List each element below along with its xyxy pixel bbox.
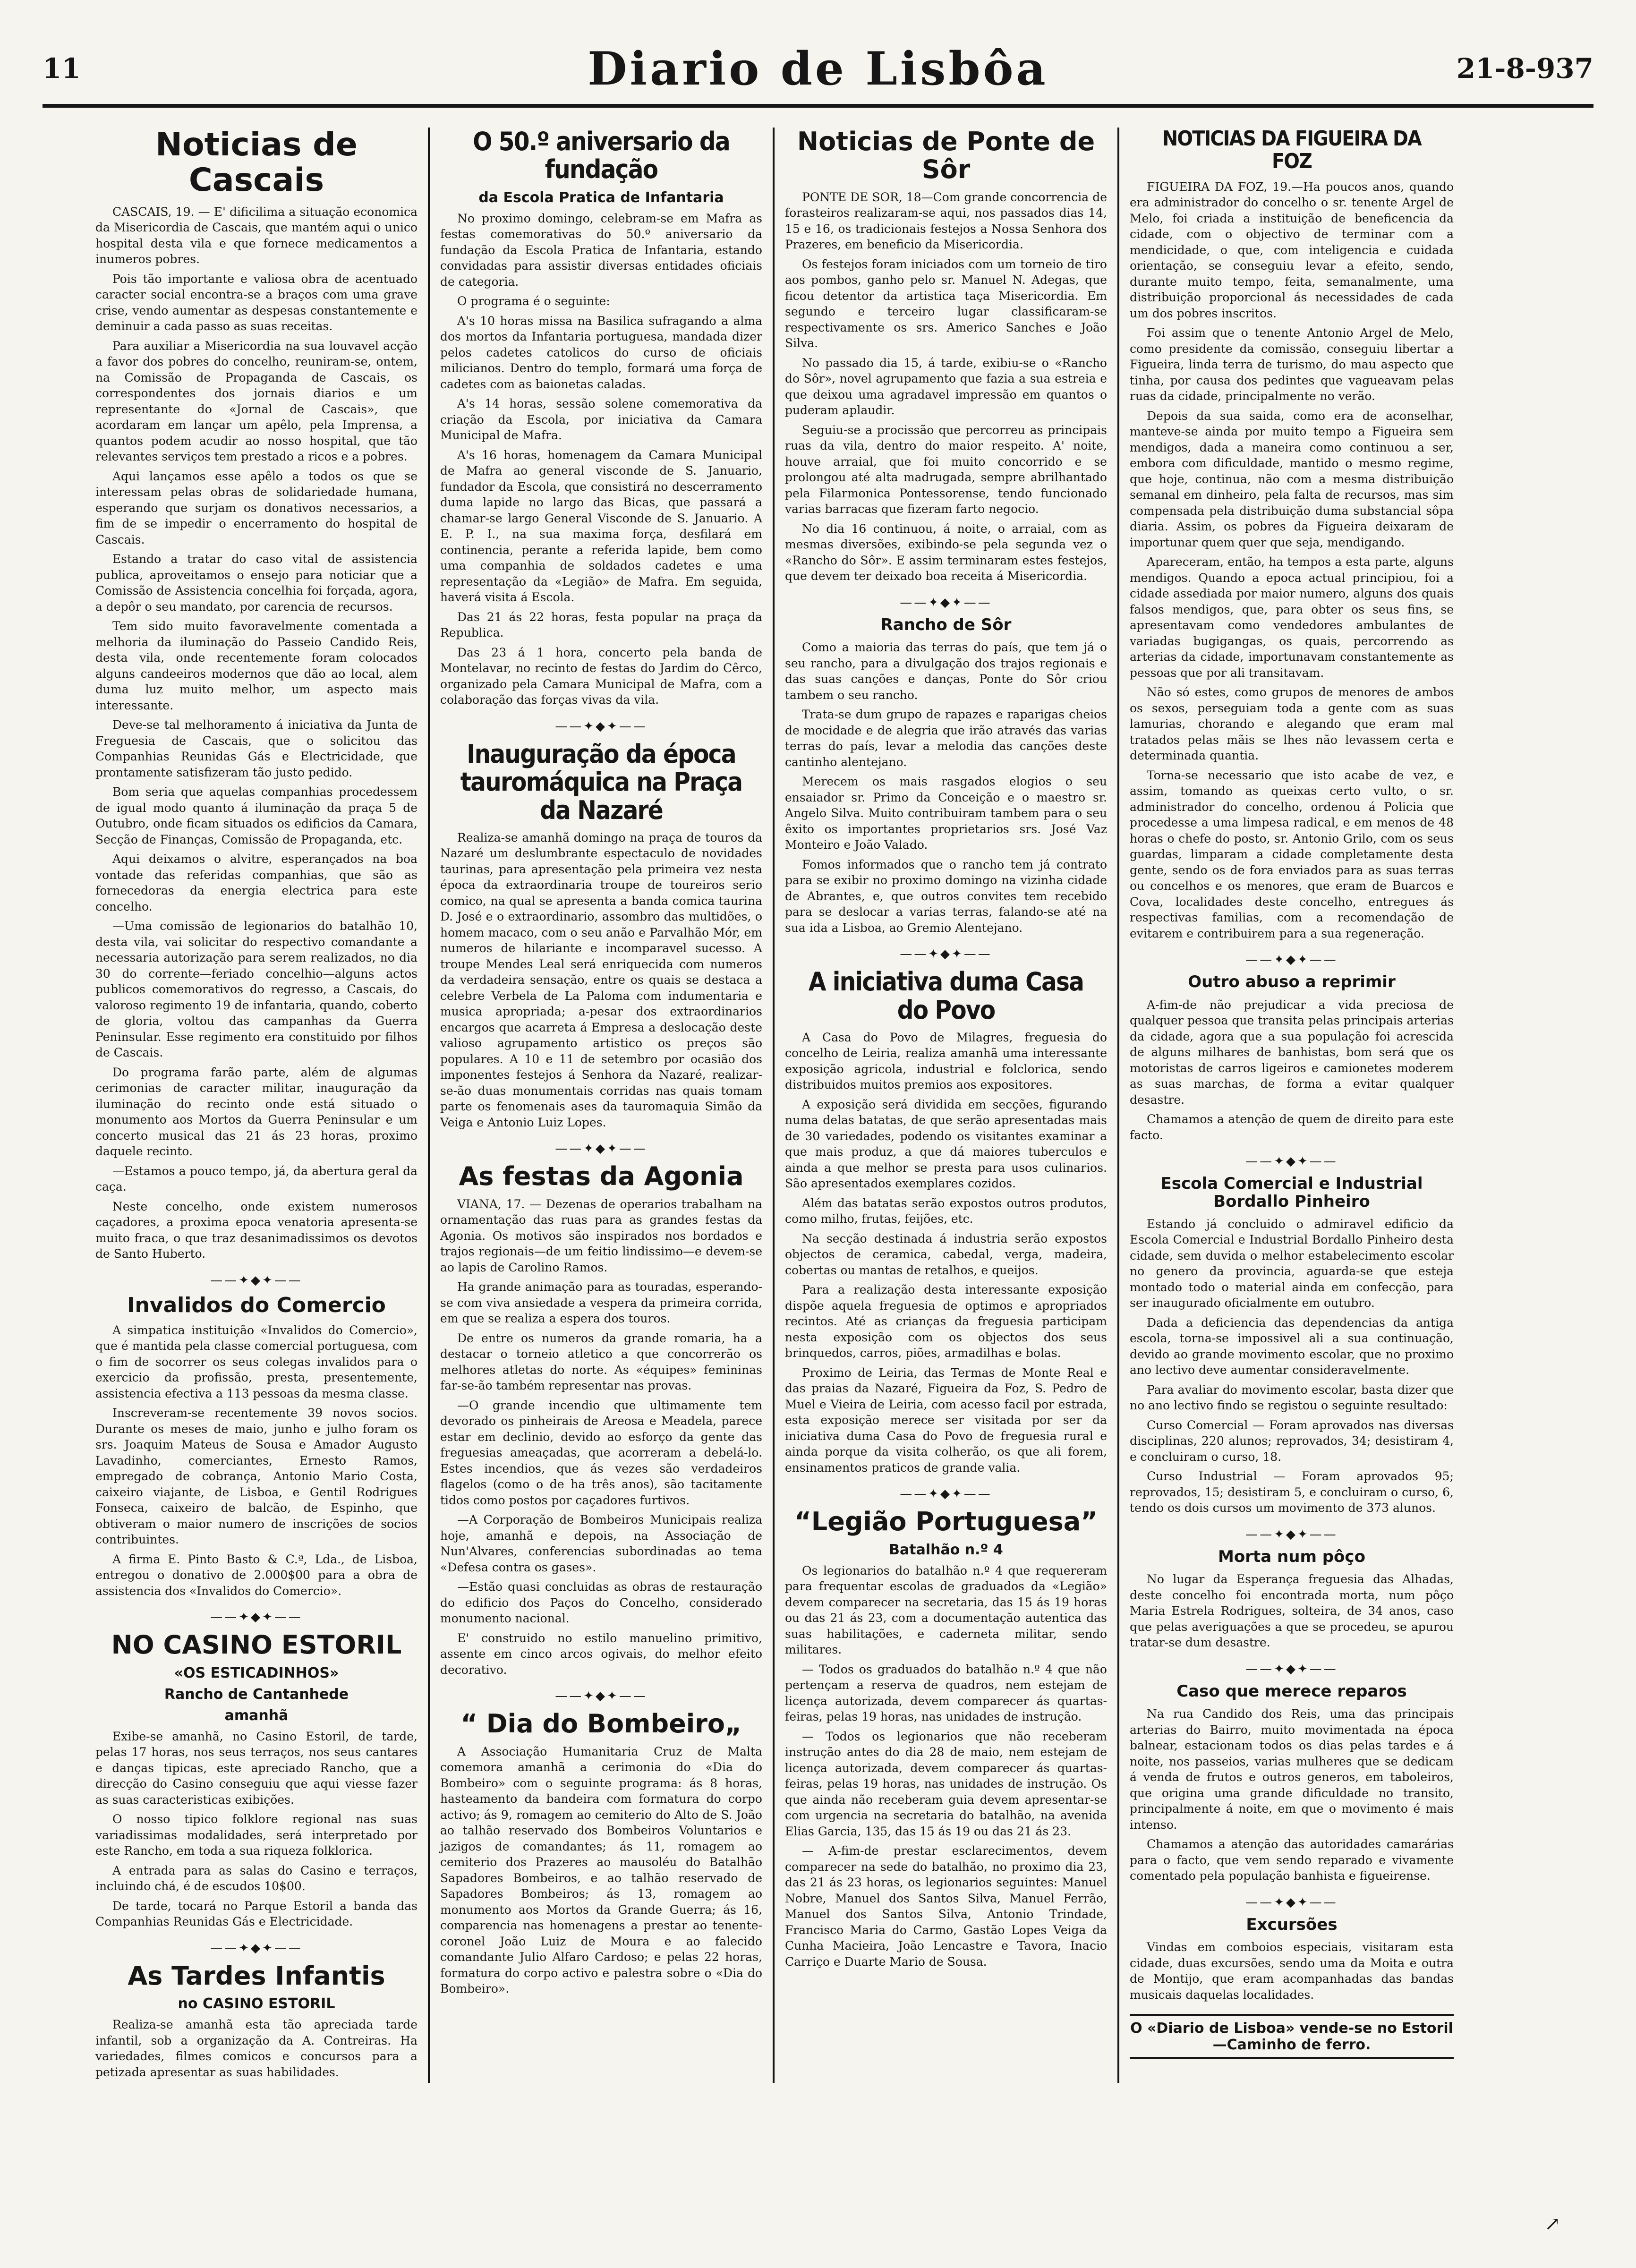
- subheadline: «OS ESTICADINHOS»: [174, 1664, 339, 1681]
- body-paragraph: Merecem os mais rasgados elogios o seu ensaiador sr. Primo da Conceição e o maestro sr. Angelo Silva. Muito contribuiram tambem para o seu êxito os importantes proprietarios srs. José Vaz Monteiro e João Valado.: [785, 775, 1107, 852]
- article: [1130, 1154, 1454, 1516]
- body-paragraph: Como a maioria das terras do país, que tem já o seu rancho, para a divulgação dos trajos regionais e das suas canções e danças, Ponte do Sôr criou tambem o seu rancho.: [785, 640, 1107, 702]
- headline: NO CASINO ESTORIL: [111, 1630, 402, 1660]
- body-paragraph: De entre os numeros da grande romaria, ha a destacar o torneio atletico a que concorrerão os melhores atletas do norte. As «équipes» femininas far-se-ão também representar nas provas.: [440, 1331, 762, 1393]
- ornament-divider: ——✦◆✦——: [1245, 1527, 1338, 1542]
- body-paragraph: Para auxiliar a Misericordia na sua louvavel acção a favor dos pobres do concelho, reuniram-se, ontem, na Comissão de Propaganda de Cascais, os correspondentes dos jornais diarios e um representante do «Jornal de Cascais», que acordaram em lançar um apêlo, pela Imprensa, a quantos podem acudir ao nosso hospital, que tão relevantes serviços tem prestado a ricos e a pobres.: [95, 339, 418, 464]
- headline: A iniciativa duma Casa do Povo: [808, 967, 1084, 1025]
- headline: “ Dia do Bombeiro„: [460, 1709, 742, 1739]
- body-paragraph: —A Corporação de Bombeiros Municipais realiza hoje, amanhã e depois, na Associação de Nun'Alvares, conferencias subordinadas ao tema «Defesa contra os gases».: [440, 1513, 762, 1574]
- headline: Caso que merece reparos: [1176, 1681, 1407, 1701]
- article: [785, 128, 1107, 584]
- body-paragraph: Os legionarios do batalhão n.º 4 que requereram para frequentar escolas de graduados da «Legião» devem comparecer na secretaria, das 15 ás 19 horas ou das 21 ás 23, com a documentação autentica das suas habilitações, e caderneta militar, sendo militares.: [785, 1563, 1107, 1657]
- body-paragraph: Dada a deficiencia das dependencias da antiga escola, torna-se impossivel ali a sua continuação, devido ao grande movimento escolar, que no proximo ano lectivo deve aumentar consideravelmente.: [1130, 1315, 1454, 1377]
- headline: As festas da Agonia: [459, 1161, 744, 1192]
- headline: Invalidos do Comercio: [127, 1293, 386, 1317]
- body-paragraph: Não só estes, como grupos de menores de ambos os sexos, perseguiam toda a gente com as suas lamurias, chorando e alegando que eram mal tratados pelas mãis se lhes não levassem certa e determinada quantia.: [1130, 685, 1454, 763]
- body-paragraph: Ha grande animação para as touradas, esperando-se com viva ansiedade a vespera da primeira corrida, em que se realiza a espera dos touros.: [440, 1280, 762, 1326]
- body-paragraph: Os festejos foram iniciados com um torneio de tiro aos pombos, ganho pelo sr. Manuel N. Adegas, que ficou detentor da artistica taça Misericordia. Em segundo e terceiro lugar classificaram-se respectivamente os srs. Americo Sanches e João Silva.: [785, 257, 1107, 350]
- ornament-divider: ——✦◆✦——: [1245, 953, 1338, 967]
- body-paragraph: Inscreveram-se recentemente 39 novos socios. Durante os meses de maio, junho e julho foram os srs. Joaquim Mateus de Sousa e Amador Augusto Lavadinho, comerciantes, Ernesto Ramos, empregado de cobrança, Antonio Mario Costa, caixeiro viajante, de Lisboa, e Gentil Rodrigues Fonseca, caixeiro de balcão, de Espinho, que obtiveram o maior numero de inscrições de socios contribuintes.: [95, 1406, 418, 1547]
- body-paragraph: A Casa do Povo de Milagres, freguesia do concelho de Leiria, realiza amanhã uma interessante exposição agricola, industrial e folclorica, sendo distribuidos muitos premios aos expositores.: [785, 1030, 1107, 1092]
- column-2: [430, 128, 775, 2083]
- body-paragraph: No passado dia 15, á tarde, exibiu-se o «Rancho do Sôr», novel agrupamento que fazia a sua estreia e que deixou uma agradavel impressão em quantos o puderam aplaudir.: [785, 356, 1107, 418]
- ornament-divider: ——✦◆✦——: [900, 595, 992, 610]
- article: [785, 596, 1107, 936]
- article: [95, 1610, 418, 1929]
- masthead: [43, 33, 1593, 108]
- body-paragraph: Foi assim que o tenente Antonio Argel de Melo, como presidente da comissão, conseguiu libertar a Figueira, linda terra de turismo, do mau aspecto que tinha, por causa dos pedintes que vagueavam pelas ruas da cidade, principalmente no verão.: [1130, 326, 1454, 403]
- article: [1130, 1527, 1454, 1651]
- body-paragraph: Torna-se necessario que isto acabe de vez, e assim, tomando as queixas certo vulto, o sr. administrador do concelho, ordenou á Policia que procedesse a uma limpesa radical, e em menos de 48 horas o chefe do posto, sr. Antonio Grilo, com os seus guardas, limparam a cidade completamente desta gente, sendo os de fora enviados para as suas terras ou concelhos e os menores, que eram de Buarcos e Cova, localidades deste concelho, entregues ás respectivas familias, com a recomendação de evitarem e contribuirem para a sua regeneração.: [1130, 768, 1454, 940]
- body-paragraph: —Estamos a pouco tempo, já, da abertura geral da caça.: [95, 1164, 418, 1194]
- article: [440, 128, 762, 708]
- headline: Outro abuso a reprimir: [1188, 972, 1396, 992]
- body-paragraph: Pois tão importante e valiosa obra de acentuado caracter social encontra-se a braços com uma grave crise, vendo aumentar as despesas constantemente e deminuir a cada passo as suas receitas.: [95, 272, 418, 333]
- issue-date: 21-8-937: [1456, 52, 1593, 85]
- article: [1130, 128, 1454, 941]
- headline: Escola Comercial e Industrial Bordallo Pinheiro: [1160, 1174, 1423, 1211]
- body-paragraph: VIANA, 17. — Dezenas de operarios trabalham na ornamentação das ruas para as grandes festas da Agonia. Os motivos são inspirados nos bordados e trajos regionais—de um feitio lindissimo—e devem-se ao lapis de Carolino Ramos.: [440, 1197, 762, 1274]
- column-4: [1119, 128, 1464, 2083]
- column-1: [85, 128, 430, 2083]
- headline: Excursões: [1246, 1915, 1338, 1934]
- page-number: 11: [43, 52, 81, 85]
- headline: Rancho de Sôr: [880, 615, 1012, 634]
- article: [1130, 953, 1454, 1143]
- body-paragraph: Proximo de Leiria, das Termas de Monte Real e das praias da Nazaré, Figueira da Foz, S. Pedro de Muel e Vieira de Leiria, com acesso facil por estrada, esta exposição merece ser visitada por ser da iniciativa duma Casa do Povo de freguesia rural e ainda porque da visita colherão, os que ali forem, ensinamentos praticos de grande valia.: [785, 1365, 1107, 1475]
- body-paragraph: —O grande incendio que ultimamente tem devorado os pinheirais de Areosa e Meadela, parece estar em declinio, devido ao esforço da gente das freguesias ameaçadas, que acorreram a debelá-lo. Estes incendios, que ás vezes são verdadeiros flagelos (como o de ha três anos), são tacitamente tidos como postos por caçadores furtivos.: [440, 1398, 762, 1507]
- body-paragraph: Na secção destinada á industria serão expostos objectos de ceramica, cabedal, verga, madeira, cobertas ou mantas de retalhos, e queijos.: [785, 1231, 1107, 1277]
- body-paragraph: Curso Industrial — Foram aprovados 95; reprovados, 15; desistiram 5, e concluiram o curso, 6, tendo os dois cursos um movimento de 373 alunos.: [1130, 1469, 1454, 1515]
- headline: O 50.º aniversario da fundação: [473, 128, 730, 185]
- article: [785, 1487, 1107, 1970]
- body-paragraph: A simpatica instituição «Invalidos do Comercio», que é mantida pela classe comercial portuguesa, com o fim de socorrer os seus colegas invalidos para o exercicio da profissão, presta, presentemente, assistencia efectiva a 113 pessoas da mesma classe.: [95, 1323, 418, 1400]
- body-paragraph: Estando a tratar do caso vital de assistencia publica, aproveitamos o ensejo para noticiar que a Comissão de Assistencia concelhia foi forçada, agora, a depôr o seu mandato, por carencia de recursos.: [95, 552, 418, 614]
- article: [95, 128, 418, 1262]
- ornament-divider: ——✦◆✦——: [210, 1273, 303, 1287]
- ornament-divider: ——✦◆✦——: [555, 719, 648, 733]
- ornament-divider: ——✦◆✦——: [210, 1941, 303, 1955]
- body-paragraph: A's 10 horas missa na Basilica sufragando a alma dos mortos da Infantaria portuguesa, mandada dizer pelos cadetes catolicos do curso de oficiais milicianos. Dentro do templo, formará uma força de cadetes com as baionetas caladas.: [440, 314, 762, 391]
- article: [785, 947, 1107, 1475]
- paper-title: Diario de Lisbôa: [588, 42, 1048, 95]
- columns: [85, 128, 1464, 2083]
- body-paragraph: — A-fim-de prestar esclarecimentos, devem comparecer na sede do batalhão, no proximo dia 23, das 21 ás 23 horas, os legionarios seguintes: Manuel Nobre, Manuel dos Santos Silva, Manuel Ferrão, Manuel dos Santos Silva, Antonio Trindade, Francisco Maria do Carmo, Gastão Lopes Veiga da Cunha Macieira, João Lencastre e Tavora, Inacio Carriço e Duarte Mario de Sousa.: [785, 1844, 1107, 1969]
- body-paragraph: —Uma comissão de legionarios do batalhão 10, desta vila, vai solicitar do respectivo comandante a necessaria autorização para serem realizados, no dia 30 do corrente—feriado concelhio—alguns actos publicos comemorativos do regresso, a Cascais, do valoroso regimento 19 de infantaria, quando, coberto de gloria, voltou das campanhas da Guerra Peninsular. Esse regimento era constituido por filhos de Cascais.: [95, 919, 418, 1060]
- body-paragraph: Trata-se dum grupo de rapazes e raparigas cheios de mocidade e de alegria que irão através das varias terras do país, levar a melodia das canções deste cantinho alentejano.: [785, 708, 1107, 769]
- ornament-divider: ——✦◆✦——: [1245, 1895, 1338, 1910]
- body-paragraph: A-fim-de não prejudicar a vida preciosa de qualquer pessoa que transita pelas principais arterias da cidade, agora que a sua população foi acrescida de alguns milhares de banhistas, bom será que os motoristas de carros ligeiros e camionetes moderem as suas marchas, de forma a evitar qualquer desastre.: [1130, 998, 1454, 1107]
- body-paragraph: A's 14 horas, sessão solene comemorativa da criação da Escola, por iniciativa da Camara Municipal de Mafra.: [440, 397, 762, 443]
- headline: Morta num pôço: [1218, 1547, 1365, 1566]
- article: [95, 1941, 418, 2080]
- body-paragraph: Depois da sua saida, como era de aconselhar, manteve-se ainda por muito tempo a Figueira sem mendigos, dada a maneira como continuou a ser, embora com dificuldade, mantido o mesmo regime, que hoje, continua, não com a mesma distribuição semanal em dinheiro, pela falta de recursos, mas sim compensada pela distribuição duma substancial sôpa diaria. Assim, os pobres da Figueira deixaram de importunar quem quer que seja, mendigando.: [1130, 409, 1454, 549]
- body-paragraph: Fomos informados que o rancho tem já contrato para se exibir no proximo domingo na vizinha cidade de Abrantes, e, que outros convites tem recebido para se deslocar a varias terras, falando-se até na sua ida a Lisboa, ao Gremio Alentejano.: [785, 857, 1107, 935]
- body-paragraph: A firma E. Pinto Basto & C.ª, Lda., de Lisboa, entregou o donativo de 2.000$00 para a obra de assistencia dos «Invalidos do Comercio».: [95, 1552, 418, 1598]
- body-paragraph: O programa é o seguinte:: [457, 294, 610, 308]
- body-paragraph: Apareceram, então, ha tempos a esta parte, alguns mendigos. Quando a epoca actual principiou, foi a cidade assediada por maior numero, alguns dos quais falsos mendigos, que, para obter os seus fins, se apresentavam como vendedores ambulantes de variadas bugigangas, os quais, percorrendo as arterias da cidade, importunavam constantemente as pessoas que por ali transitavam.: [1130, 555, 1454, 680]
- body-paragraph: Além das batatas serão expostos outros produtos, como milho, frutas, feijões, etc.: [785, 1196, 1107, 1226]
- body-paragraph: De tarde, tocará no Parque Estoril a banda das Companhias Reunidas Gás e Electricidade.: [95, 1899, 418, 1929]
- subheadline: da Escola Pratica de Infantaria: [478, 189, 724, 206]
- body-paragraph: CASCAIS, 19. — E' dificilima a situação economica da Misericordia de Cascais, que mantém aqui o unico hospital desta vila e que fornece medicamentos a inumeros pobres.: [95, 205, 418, 266]
- body-paragraph: No dia 16 continuou, á noite, o arraial, com as mesmas diversões, exibindo-se pela segunda vez o «Rancho do Sôr». E assim terminaram estes festejos, que devem ter deixado boa receita á Misericordia.: [785, 521, 1107, 583]
- body-paragraph: Para avaliar do movimento escolar, basta dizer que no ano lectivo findo se registou o seguinte resultado:: [1130, 1382, 1454, 1413]
- body-paragraph: — Todos os graduados do batalhão n.º 4 que não pertençam a reserva de quadros, nem estejam de licença autorizada, devem comparecer ás quartas-feiras, pelas 19 horas, nas unidades de instrução.: [785, 1662, 1107, 1724]
- body-paragraph: A's 16 horas, homenagem da Camara Municipal de Mafra ao general visconde de S. Januario, fundador da Escola, que consistirá no descerramento duma lapide no largo das Bicas, que passará a chamar-se largo General Visconde de S. Januario. A E. P. I., na sua maxima força, desfilará em continencia, perante a referida lapide, bem como uma companhia de soldados cadetes e uma representação da «Legião» de Mafra. Em seguida, haverá visita á Escola.: [440, 448, 762, 605]
- body-paragraph: Deve-se tal melhoramento á iniciativa da Junta de Freguesia de Cascais, que o solicitou das Companhias Reunidas Gás e Electricidade, que prontamente satisfizeram tão justo pedido.: [95, 718, 418, 779]
- subheadline: amanhã: [224, 1707, 289, 1724]
- body-paragraph: Aqui lançamos esse apêlo a todos os que se interessam pelas obras de solidariedade humana, esperando que surjam os donativos necessarios, a fim de se impedir o encerramento do hospital de Cascais.: [95, 469, 418, 546]
- body-paragraph: Vindas em comboios especiais, visitaram esta cidade, duas excursões, sendo uma da Moita e outra de Montijo, que eram acompanhadas das bandas musicais daquelas localidades.: [1130, 1940, 1454, 2002]
- headline: “Legião Portuguesa”: [794, 1507, 1098, 1537]
- body-paragraph: Realiza-se amanhã esta tão apreciada tarde infantil, sob a organização da A. Contreiras. Ha variedades, filmes comicos e concursos para a petizada apresentar as suas habilidades.: [95, 2018, 418, 2079]
- ornament-divider: ——✦◆✦——: [900, 947, 992, 962]
- article: [440, 1689, 762, 1996]
- footer-mark: ↗: [1544, 2213, 1560, 2235]
- body-paragraph: O nosso tipico folklore regional nas suas variadissimas modalidades, será interpretado por este Rancho, em toda a sua riqueza folklorica.: [95, 1812, 418, 1858]
- body-paragraph: A exposição será dividida em secções, figurando numa delas batatas, de que serão apresentadas mais de 30 variedades, podendo os visitantes examinar a que mais produz, a que dá maiores tuberculos e ainda a que melhor se presta para usos culinarios. São apresentados exemplares cozidos.: [785, 1097, 1107, 1191]
- body-paragraph: FIGUEIRA DA FOZ, 19.—Ha poucos anos, quando era administrador do concelho o sr. tenente Argel de Melo, foi criada a instituição de beneficencia da cidade, com o objectivo de terminar com a mendicidade, o que, com inteligencia e cuidada orientação, se conseguiu levar a efeito, sendo, durante muito tempo, feita, semanalmente, uma distribuição proporcional ás necessidades de cada um dos pobres inscritos.: [1130, 179, 1454, 320]
- body-paragraph: Das 21 ás 22 horas, festa popular na praça da Republica.: [440, 610, 762, 640]
- article: [1130, 1895, 1454, 2003]
- body-paragraph: No lugar da Esperança freguesia das Alhadas, deste concelho foi encontrada morta, num pôço Maria Estrela Rodrigues, solteira, de 34 anos, caso que pelas averiguações a que se procedeu, se apurou tratar-se dum desastre.: [1130, 1572, 1454, 1650]
- subheadline: Rancho de Cantanhede: [164, 1686, 349, 1703]
- body-paragraph: Curso Comercial — Foram aprovados nas diversas disciplinas, 220 alunos; reprovados, 34; desistiram 4, e concluiram o curso, 18.: [1130, 1418, 1454, 1464]
- ornament-divider: ——✦◆✦——: [900, 1487, 992, 1501]
- body-paragraph: Do programa farão parte, além de algumas cerimonias de caracter militar, inauguração da iluminação do recinto onde está situado o monumento aos Mortos da Guerra Peninsular e um concerto musical das 21 ás 23 horas, proximo daquele recinto.: [95, 1065, 418, 1159]
- body-paragraph: Para a realização desta interessante exposição dispõe aquela freguesia de optimos e apropriados recintos. Até as crianças da freguesia participam nesta exposição com os objectos dos seus brinquedos, carros, piões, armadilhas e bolas.: [785, 1283, 1107, 1360]
- headline: As Tardes Infantis: [128, 1961, 385, 1991]
- body-paragraph: PONTE DE SOR, 18—Com grande concorrencia de forasteiros realizaram-se aqui, nos passados dias 14, 15 e 16, os tradicionais festejos a Nossa Senhora dos Prazeres, em beneficio da Misericordia.: [785, 190, 1107, 252]
- body-paragraph: Tem sido muito favoravelmente comentada a melhoria da iluminação do Passeio Candido Reis, desta vila, onde recentemente foram colocados alguns candeeiros modernos que dão ao local, alem duma luz muito melhor, um aspecto mais interessante.: [95, 619, 418, 712]
- article: [440, 1142, 762, 1678]
- article: [95, 1273, 418, 1599]
- body-paragraph: Aqui deixamos o alvitre, esperançados na boa vontade das referidas companhias, que são as fornecedoras da energia electrica para este concelho.: [95, 852, 418, 913]
- body-paragraph: Das 23 á 1 hora, concerto pela banda de Montelavar, no recinto de festas do Jardim do Cêrco, organizado pela Camara Municipal de Mafra, com a colaboração das forças vivas da vila.: [440, 645, 762, 707]
- body-paragraph: Na rua Candido dos Reis, uma das principais arterias do Bairro, muito movimentada na época balnear, estacionam todos os dias pelas tardes e á noite, nos passeios, varias mulheres que se dedicam á venda de frutos e outros generos, em taboleiros, que origina uma grande dificuldade no transito, principalmente á noite, em que o movimento é mais intenso.: [1130, 1707, 1454, 1832]
- body-paragraph: Realiza-se amanhã domingo na praça de touros da Nazaré um deslumbrante espectaculo de novidades taurinas, para apresentação pela primeira vez nesta época da extraordinaria troupe de toureiros serio comico, na qual se apresenta a banda comica taurina D. José e o extraordinario, assombro das multidões, o homem macaco, com o seu anão e Parvalhão Mór, em numeros de hilariante e incomparavel sucesso. A troupe Mendes Leal será enriquecida com numeros da verdadeira sensação, entre os quais se destaca a celebre Verbela de La Paloma com indumentaria e musica apropriada; a-pesar dos extraordinarios encargos que acarreta á Empresa a deslocação deste valioso agrupamento artistico os preços são populares. A 10 e 11 de setembro por ocasião dos imponentes festejos á Senhora da Nazaré, realizar-se-ão duas monumentais corridas nas quais tomam parte os fenomenais ases da tauromaquia Simão da Veiga e Antonio Luiz Lopes.: [440, 830, 762, 1129]
- subheadline: no CASINO ESTORIL: [178, 1995, 335, 2012]
- ornament-divider: ——✦◆✦——: [555, 1689, 648, 1704]
- body-paragraph: —Estão quasi concluidas as obras de restauração do edificio dos Paços do Concelho, considerado monumento nacional.: [440, 1580, 762, 1626]
- headline: Noticias de Ponte de Sôr: [797, 128, 1095, 185]
- body-paragraph: Chamamos a atenção das autoridades camarárias para o facto, que vem sendo reparado e vivamente comentado pela população banhista e figueirense.: [1130, 1837, 1454, 1883]
- body-paragraph: A Associação Humanitaria Cruz de Malta comemora amanhã a cerimonia do «Dia do Bombeiro» com o seguinte programa: ás 8 horas, hasteamento da bandeira com formatura do corpo activo; ás 9, romagem ao cemiterio do Alto de S. João ao talhão reservado dos Bombeiros Voluntarios e jazigos de comandantes; ás 11, romagem ao cemiterio dos Prazeres ao mausoléu do Batalhão Sapadores Bombeiros, e ao talhão reservado de Sapadores Bombeiros; ás 13, romagem ao monumento aos Mortos da Grande Guerra; ás 16, comparencia nas homenagens a prestar ao tenente-coronel João Luiz de Moura e ao falecido comandante Julio Alfaro Cardoso; e pelas 22 horas, formatura do corpo activo e palestra sobre o «Dia do Bombeiro».: [440, 1744, 762, 1996]
- body-paragraph: E' construido no estilo manuelino primitivo, assente em cinco arcos ogivais, do melhor efeito decorativo.: [440, 1631, 762, 1677]
- body-paragraph: No proximo domingo, celebram-se em Mafra as festas comemorativas do 50.º aniversario da fundação da Escola Pratica de Infantaria, estando convidadas para assistir diversas entidades oficiais de categoria.: [440, 211, 762, 289]
- ornament-divider: ——✦◆✦——: [1245, 1154, 1338, 1169]
- sales-notice: O «Diario de Lisboa» vende-se no Estoril—Caminho de ferro.: [1130, 2014, 1454, 2059]
- headline: Noticias de Cascais: [155, 128, 358, 199]
- body-paragraph: Estando já concluido o admiravel edificio da Escola Comercial e Industrial Bordallo Pinheiro desta cidade, sem duvida o melhor estabelecimento escolar no genero da provincia, aguarda-se que esteja montado todo o material ainda em confecção, para ser inaugurado oficialmente em outubro.: [1130, 1217, 1454, 1310]
- body-paragraph: A entrada para as salas do Casino e terraços, incluindo chá, é de escudos 10$00.: [95, 1863, 418, 1893]
- subheadline: Batalhão n.º 4: [889, 1541, 1003, 1558]
- headline: Inauguração da época tauromáquica na Praça da Nazaré: [460, 739, 742, 825]
- body-paragraph: — Todos os legionarios que não receberam instrução antes do dia 28 de maio, nem estejam de licença autorizada, devem comparecer ás quartas-feiras, pelas 19 horas, nas unidades de instrução. Os que ainda não receberam guia devem apresentar-se com urgencia na secretaria do batalhão, na avenida Elias Garcia, 135, das 15 ás 19 ou das 21 ás 23.: [785, 1729, 1107, 1838]
- column-3: [775, 128, 1119, 2083]
- article: [1130, 1662, 1454, 1884]
- body-paragraph: Exibe-se amanhã, no Casino Estoril, de tarde, pelas 17 horas, nos seus terraços, nos seus cantares e danças tipicas, este apreciado Rancho, que a direcção do Casino conseguiu que aqui viesse fazer as suas caracteristicas exibições.: [95, 1729, 418, 1807]
- ornament-divider: ——✦◆✦——: [555, 1142, 648, 1156]
- body-paragraph: Chamamos a atenção de quem de direito para este facto.: [1130, 1112, 1454, 1142]
- article: [440, 719, 762, 1131]
- body-paragraph: Neste concelho, onde existem numerosos caçadores, a proxima epoca venatoria apresenta-se muito fraca, o que traz desanimadissimos os devotos de Santo Huberto.: [95, 1199, 418, 1261]
- ornament-divider: ——✦◆✦——: [210, 1610, 303, 1625]
- body-paragraph: Seguiu-se a procissão que percorreu as principais ruas da vila, dentro do maior respeito. A' noite, houve arraial, que foi muito concorrido e se prolongou até alta madrugada, sempre abrilhantado pela Filarmonica Pontessorense, tendo funcionado varias barracas que fizeram farto negocio.: [785, 423, 1107, 516]
- ornament-divider: ——✦◆✦——: [1245, 1662, 1338, 1676]
- body-paragraph: Bom seria que aquelas companhias procedessem de igual modo quanto á iluminação da praça 5 de Outubro, onde ficam situados os edificios da Camara, Secção de Finanças, Comissão de Propaganda, etc.: [95, 785, 418, 846]
- headline: NOTICIAS DA FIGUEIRA DA FOZ: [1162, 128, 1421, 174]
